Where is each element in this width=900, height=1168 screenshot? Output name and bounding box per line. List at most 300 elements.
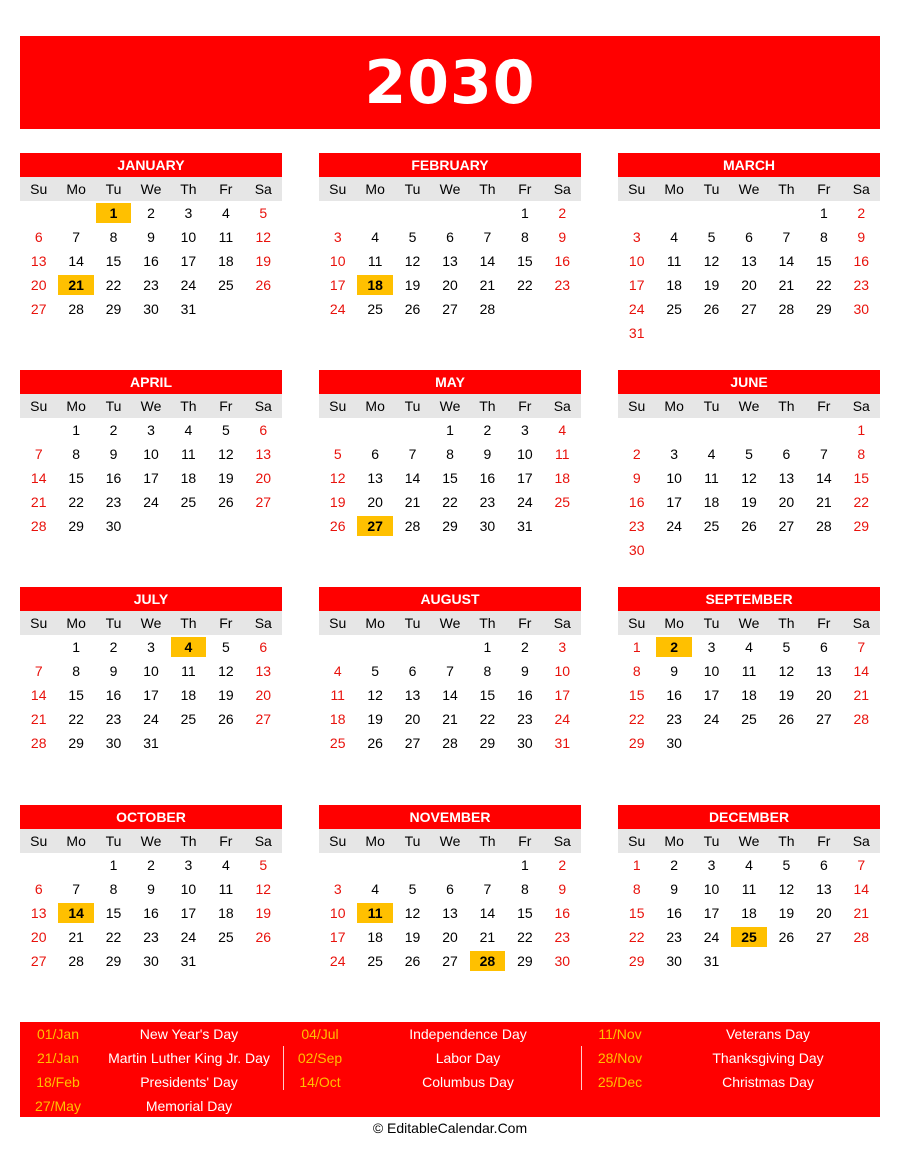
day-cell: 10 [703,663,720,679]
empty-cell [57,853,94,877]
day-cell: 31 [628,325,645,341]
day-cell: 19 [703,277,720,293]
day-cell: 1 [483,639,492,655]
day-cell: 1 [72,639,81,655]
day-cell: 4 [221,205,230,221]
day-cell: 22 [853,494,870,510]
day-cell: 21 [816,494,832,510]
weekday-label: Sa [852,615,870,631]
day-cell: 16 [105,687,122,703]
day-cell: 19 [404,277,421,293]
day-cell: 1 [446,422,454,438]
day-cell: 20 [442,277,458,293]
empty-cell [768,201,805,225]
weekday-label: Mo [664,398,684,414]
day-cell: 31 [180,301,197,317]
day-cell: 10 [666,470,682,486]
weekday-label: Sa [852,181,870,197]
day-cell: 13 [30,905,47,921]
empty-cell [394,201,431,225]
day-cell: 27 [442,953,458,969]
month-name: MARCH [618,153,880,177]
day-cell: 11 [741,663,757,679]
day-cell: 26 [218,494,234,510]
day-cell: 16 [853,253,870,269]
weekday-label: Fr [817,181,831,197]
holiday-date: 21/Jan [36,1050,80,1066]
day-cell: 30 [143,953,159,969]
day-cell: 19 [218,470,234,486]
day-cell: 27 [816,929,832,945]
weekday-label: Su [628,833,646,849]
month-february [319,153,581,321]
empty-cell [655,418,692,442]
day-cell: 28 [68,953,84,969]
day-cell: 6 [819,857,828,873]
holiday-name: Independence Day [409,1026,527,1042]
weekday-label: Th [180,181,197,197]
weekday-label: We [738,398,760,414]
year-title: 2030 [364,47,536,118]
weekday-label: Su [329,181,347,197]
holiday-date: 27/May [35,1098,81,1114]
empty-cell [431,201,468,225]
day-cell: 25 [703,518,720,534]
holiday-day-cell: 28 [470,951,505,971]
day-cell: 22 [816,277,832,293]
day-cell: 1 [857,422,866,438]
empty-cell [356,201,393,225]
day-cell: 6 [34,229,43,245]
day-cell: 1 [819,205,828,221]
day-grid [20,853,282,973]
day-cell: 12 [255,881,272,897]
weekday-label: We [738,615,760,631]
day-cell: 27 [30,953,47,969]
weekday-label: Tu [105,615,122,631]
day-cell: 2 [520,639,529,655]
day-cell: 10 [628,253,645,269]
day-cell: 20 [255,687,272,703]
day-cell: 13 [255,663,272,679]
weekday-label: Su [628,398,646,414]
day-cell: 1 [109,857,118,873]
day-cell: 20 [30,277,47,293]
day-cell: 26 [255,929,272,945]
day-cell: 25 [666,301,682,317]
empty-cell [768,418,805,442]
day-cell: 14 [853,881,870,897]
day-cell: 6 [745,229,753,245]
day-cell: 19 [741,494,757,510]
weekday-label: Mo [664,833,684,849]
month-name: MAY [319,370,581,394]
day-grid [319,418,581,538]
day-cell: 13 [778,470,795,486]
day-cell: 11 [704,470,719,486]
day-cell: 19 [778,905,795,921]
day-cell: 29 [68,735,84,751]
weekday-label: Mo [66,833,86,849]
day-cell: 7 [483,881,492,897]
day-cell: 18 [666,277,682,293]
day-cell: 14 [30,470,47,486]
weekday-label: Th [778,833,795,849]
day-cell: 8 [632,881,641,897]
day-cell: 12 [741,470,757,486]
day-cell: 24 [143,494,159,510]
day-cell: 2 [558,205,567,221]
day-cell: 6 [371,446,380,462]
empty-cell [394,418,431,442]
empty-cell [319,853,356,877]
day-cell: 24 [143,711,159,727]
month-march [618,153,880,345]
day-cell: 14 [778,253,795,269]
day-cell: 16 [666,687,682,703]
month-april [20,370,282,538]
month-june [618,370,880,562]
empty-cell [469,201,506,225]
day-cell: 29 [442,518,458,534]
month-name: JANUARY [20,153,282,177]
day-cell: 25 [180,494,197,510]
day-cell: 14 [404,470,421,486]
day-cell: 26 [741,518,757,534]
day-grid [618,635,880,755]
empty-cell [319,201,356,225]
weekday-header [319,177,581,201]
day-cell: 19 [329,494,346,510]
day-cell: 26 [367,735,383,751]
day-grid [319,635,581,755]
month-may [319,370,581,538]
day-cell: 9 [670,663,679,679]
empty-cell [394,635,431,659]
day-cell: 30 [666,735,682,751]
holiday-date: 18/Feb [36,1074,80,1090]
weekday-label: Sa [254,398,272,414]
day-grid [319,201,581,321]
day-cell: 27 [255,711,272,727]
month-name: JUNE [618,370,880,394]
day-cell: 13 [367,470,383,486]
weekday-label: Fr [518,181,532,197]
day-cell: 14 [479,905,496,921]
day-cell: 24 [329,953,346,969]
weekday-label: Sa [553,615,571,631]
day-cell: 15 [479,687,496,703]
weekday-label: Th [479,615,496,631]
day-cell: 14 [853,663,870,679]
holiday-date: 25/Dec [597,1074,643,1090]
day-cell: 15 [628,905,645,921]
day-cell: 12 [218,663,234,679]
day-cell: 31 [703,953,720,969]
empty-cell [618,418,655,442]
weekday-label: We [439,833,461,849]
day-cell: 5 [371,663,380,679]
empty-cell [20,635,57,659]
weekday-label: Th [778,615,795,631]
holiday-list [20,1022,880,1117]
year-banner [20,36,880,129]
day-cell: 27 [741,301,757,317]
day-cell: 25 [367,953,383,969]
day-cell: 22 [517,277,533,293]
month-name: SEPTEMBER [618,587,880,611]
day-cell: 24 [180,277,197,293]
day-cell: 11 [330,687,345,703]
day-cell: 30 [105,518,122,534]
day-cell: 23 [666,711,682,727]
day-cell: 5 [707,229,716,245]
day-cell: 23 [143,277,159,293]
day-cell: 7 [857,639,866,655]
weekday-label: Mo [664,615,684,631]
weekday-label: Mo [664,181,684,197]
day-cell: 28 [30,518,47,534]
day-cell: 1 [632,857,641,873]
day-cell: 31 [180,953,197,969]
day-cell: 5 [782,857,791,873]
day-cell: 22 [105,277,122,293]
day-cell: 24 [703,929,720,945]
day-cell: 17 [329,929,346,945]
day-cell: 5 [221,422,230,438]
day-grid [319,853,581,973]
day-cell: 2 [147,205,155,221]
day-cell: 13 [442,253,458,269]
day-cell: 12 [404,905,421,921]
weekday-label: Tu [404,398,421,414]
day-cell: 8 [109,881,118,897]
weekday-label: Th [778,398,795,414]
day-cell: 27 [778,518,795,534]
weekday-label: Tu [105,181,122,197]
day-cell: 2 [857,205,866,221]
day-cell: 19 [255,253,272,269]
weekday-label: Su [30,833,48,849]
day-cell: 23 [628,518,645,534]
day-cell: 8 [72,446,81,462]
day-cell: 13 [255,446,272,462]
month-october [20,805,282,973]
month-name: JULY [20,587,282,611]
day-cell: 4 [745,857,753,873]
weekday-label: Fr [518,615,532,631]
day-cell: 12 [703,253,720,269]
weekday-header [618,611,880,635]
day-cell: 15 [628,687,645,703]
day-cell: 15 [816,253,832,269]
weekday-label: Tu [404,833,421,849]
day-cell: 3 [184,857,193,873]
day-cell: 21 [68,929,84,945]
day-cell: 4 [745,639,753,655]
day-cell: 4 [558,422,567,438]
day-cell: 11 [218,881,234,897]
month-january [20,153,282,321]
day-cell: 20 [778,494,795,510]
day-cell: 11 [181,446,196,462]
day-cell: 14 [479,253,496,269]
day-cell: 10 [329,253,346,269]
day-cell: 26 [329,518,346,534]
holiday-date: 14/Oct [299,1074,341,1090]
day-cell: 10 [703,881,720,897]
empty-cell [618,201,655,225]
day-cell: 14 [816,470,832,486]
day-cell: 23 [517,711,533,727]
day-cell: 9 [558,229,567,245]
weekday-label: Tu [703,615,720,631]
day-cell: 11 [741,881,757,897]
weekday-label: Fr [219,615,233,631]
weekday-label: We [439,181,461,197]
month-august [319,587,581,755]
day-cell: 13 [816,663,832,679]
holiday-day-cell: 21 [58,275,93,295]
day-cell: 6 [446,881,454,897]
day-cell: 9 [857,229,866,245]
day-cell: 22 [628,711,645,727]
empty-cell [57,201,94,225]
month-name: AUGUST [319,587,581,611]
day-cell: 24 [666,518,682,534]
day-cell: 3 [632,229,641,245]
day-cell: 2 [109,639,118,655]
day-cell: 7 [857,857,866,873]
day-grid [618,853,880,973]
weekday-label: Su [628,181,646,197]
weekday-header [618,394,880,418]
day-cell: 3 [333,881,342,897]
weekday-label: We [140,833,162,849]
day-cell: 27 [442,301,458,317]
day-cell: 16 [105,470,122,486]
day-cell: 24 [517,494,533,510]
weekday-label: Fr [518,398,532,414]
day-cell: 30 [517,735,533,751]
day-cell: 15 [68,687,84,703]
day-cell: 17 [666,494,682,510]
weekday-header [20,611,282,635]
day-cell: 24 [554,711,571,727]
holiday-day-cell: 18 [357,275,392,295]
day-cell: 21 [442,711,458,727]
weekday-header [319,394,581,418]
day-cell: 21 [404,494,421,510]
day-cell: 10 [180,229,197,245]
weekday-header [20,394,282,418]
day-cell: 10 [143,663,159,679]
day-cell: 12 [367,687,383,703]
day-cell: 13 [404,687,421,703]
empty-cell [20,418,57,442]
day-cell: 4 [371,229,380,245]
day-cell: 25 [741,711,757,727]
weekday-label: Sa [553,398,571,414]
weekday-label: Su [329,615,347,631]
day-cell: 3 [147,422,155,438]
day-cell: 6 [446,229,454,245]
day-cell: 8 [819,229,828,245]
day-cell: 26 [703,301,720,317]
day-cell: 28 [816,518,832,534]
day-cell: 24 [180,929,197,945]
day-grid [618,201,880,345]
day-cell: 6 [819,639,828,655]
day-cell: 7 [819,446,828,462]
day-cell: 18 [218,253,234,269]
day-cell: 3 [707,857,716,873]
day-cell: 21 [479,929,496,945]
day-cell: 17 [143,687,159,703]
month-name: NOVEMBER [319,805,581,829]
weekday-label: Su [30,615,48,631]
day-cell: 11 [181,663,196,679]
day-cell: 13 [816,881,832,897]
weekday-label: We [738,833,760,849]
holiday-date: 01/Jan [36,1026,80,1042]
weekday-label: Sa [852,398,870,414]
day-cell: 30 [628,542,645,558]
day-cell: 21 [479,277,496,293]
day-cell: 29 [816,301,832,317]
empty-cell [356,853,393,877]
empty-cell [693,418,730,442]
day-cell: 21 [30,494,47,510]
footer-credit: © EditableCalendar.Com [372,1120,528,1136]
weekday-label: Su [628,615,646,631]
weekday-label: Fr [817,833,831,849]
day-cell: 25 [367,301,383,317]
holiday-day-cell: 27 [357,516,392,536]
weekday-label: Tu [703,181,720,197]
day-cell: 8 [857,446,866,462]
day-cell: 7 [483,229,492,245]
day-cell: 5 [259,857,268,873]
month-name: DECEMBER [618,805,880,829]
day-cell: 31 [517,518,533,534]
holiday-name: Columbus Day [422,1074,514,1090]
weekday-label: Tu [105,398,122,414]
day-cell: 6 [408,663,417,679]
day-cell: 28 [853,929,870,945]
day-cell: 18 [180,687,197,703]
holiday-name: Martin Luther King Jr. Day [108,1050,270,1066]
weekday-label: Tu [703,398,720,414]
day-cell: 30 [554,953,571,969]
month-name: OCTOBER [20,805,282,829]
day-cell: 19 [778,687,795,703]
day-cell: 25 [554,494,571,510]
holiday-day-cell: 25 [731,927,766,947]
day-cell: 6 [259,422,268,438]
day-cell: 15 [442,470,458,486]
empty-cell [431,635,468,659]
day-cell: 2 [632,446,641,462]
weekday-label: Th [479,833,496,849]
day-cell: 22 [479,711,496,727]
day-cell: 1 [632,639,641,655]
weekday-label: Tu [105,833,122,849]
day-cell: 3 [670,446,679,462]
day-cell: 30 [479,518,496,534]
empty-cell [394,853,431,877]
empty-cell [20,201,57,225]
